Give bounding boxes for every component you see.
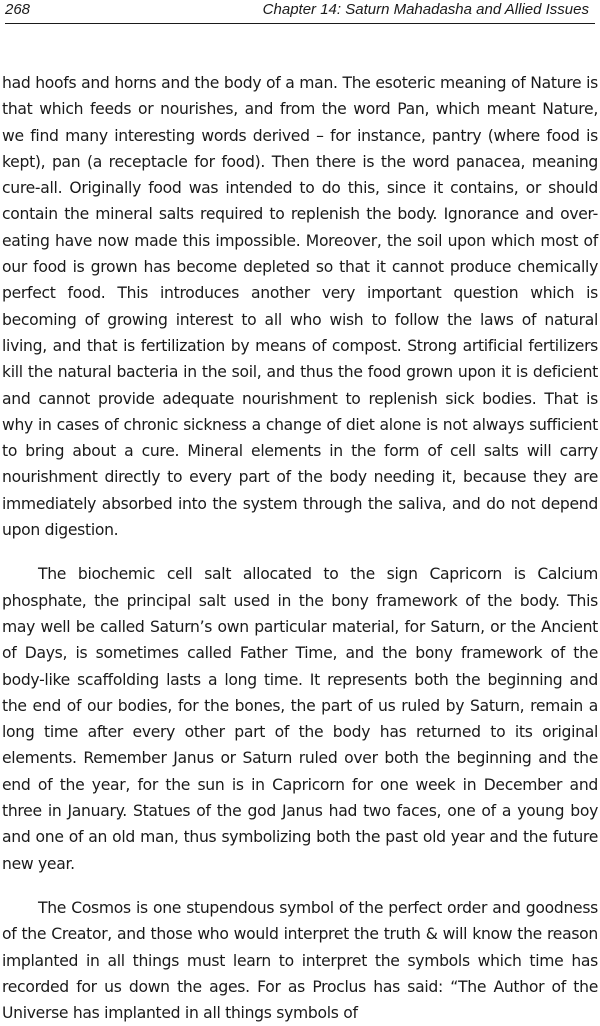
page-number: 268 <box>5 1 31 18</box>
header-rule <box>5 23 595 24</box>
running-title: Chapter 14: Saturn Mahadasha and Allied Issues <box>262 1 589 18</box>
body-text <box>2 70 598 1026</box>
page-header <box>5 0 595 24</box>
paragraph-1: had hoofs and horns and the body of a man. The esoteric meaning of Nature is that which feeds or nourishes, and from the word Pan, which meant Nature, we find many interesting words derived – for instance, pantry (where food is kept), pan (a receptacle for food). Then there is the word panacea, meaning cure-all. Originally food was intended to do this, since it contains, or should contain the mineral salts required to replenish the body. Ignorance and over-eating have now made this impossible. Moreover, the soil upon which most of our food is grown has become depleted so that it cannot produce chemically perfect food. This introduces another very important question which is becoming of growing interest to all who wish to follow the laws of natural living, and that is fertilization by means of compost. Strong artificial fertilizers kill the natural bacteria in the soil, and thus the food grown upon it is deficient and cannot provide adequate nourishment to replenish sick bodies. That is why in cases of chronic sickness a change of diet alone is not always sufficient to bring about a cure. Mineral elements in the form of cell salts will carry nourishment directly to every part of the body needing it, because they are immediately absorbed into the system through the saliva, and do not depend upon digestion. <box>2 74 598 540</box>
paragraph-3: The Cosmos is one stupendous symbol of the perfect order and goodness of the Creator, and those who would interpret the truth & will know the reason implanted in all things must learn to interpret the symbols which time has recorded for us down the ages. For as Proclus has said: “The Author of the Universe has implanted in all things symbols of <box>2 898 598 1023</box>
paragraph-2: The biochemic cell salt allocated to the sign Capricorn is Calcium phosphate, the principal salt used in the bony framework of the body. This may well be called Saturn’s own particular material, for Saturn, or the Ancient of Days, is sometimes called Father Time, and the bony framework of the body-like scaffolding lasts a long time. It represents both the beginning and the end of our bodies, for the bones, the part of us ruled by Saturn, remain a long time after every other part of the body has returned to its original elements. Remember Janus or Saturn ruled over both the beginning and the end of the year, for the sun is in Capricorn for one week in December and three in January. Statues of the god Janus had two faces, one of a young boy and one of an old man, thus symbolizing both the past old year and the future new year. <box>2 565 598 873</box>
